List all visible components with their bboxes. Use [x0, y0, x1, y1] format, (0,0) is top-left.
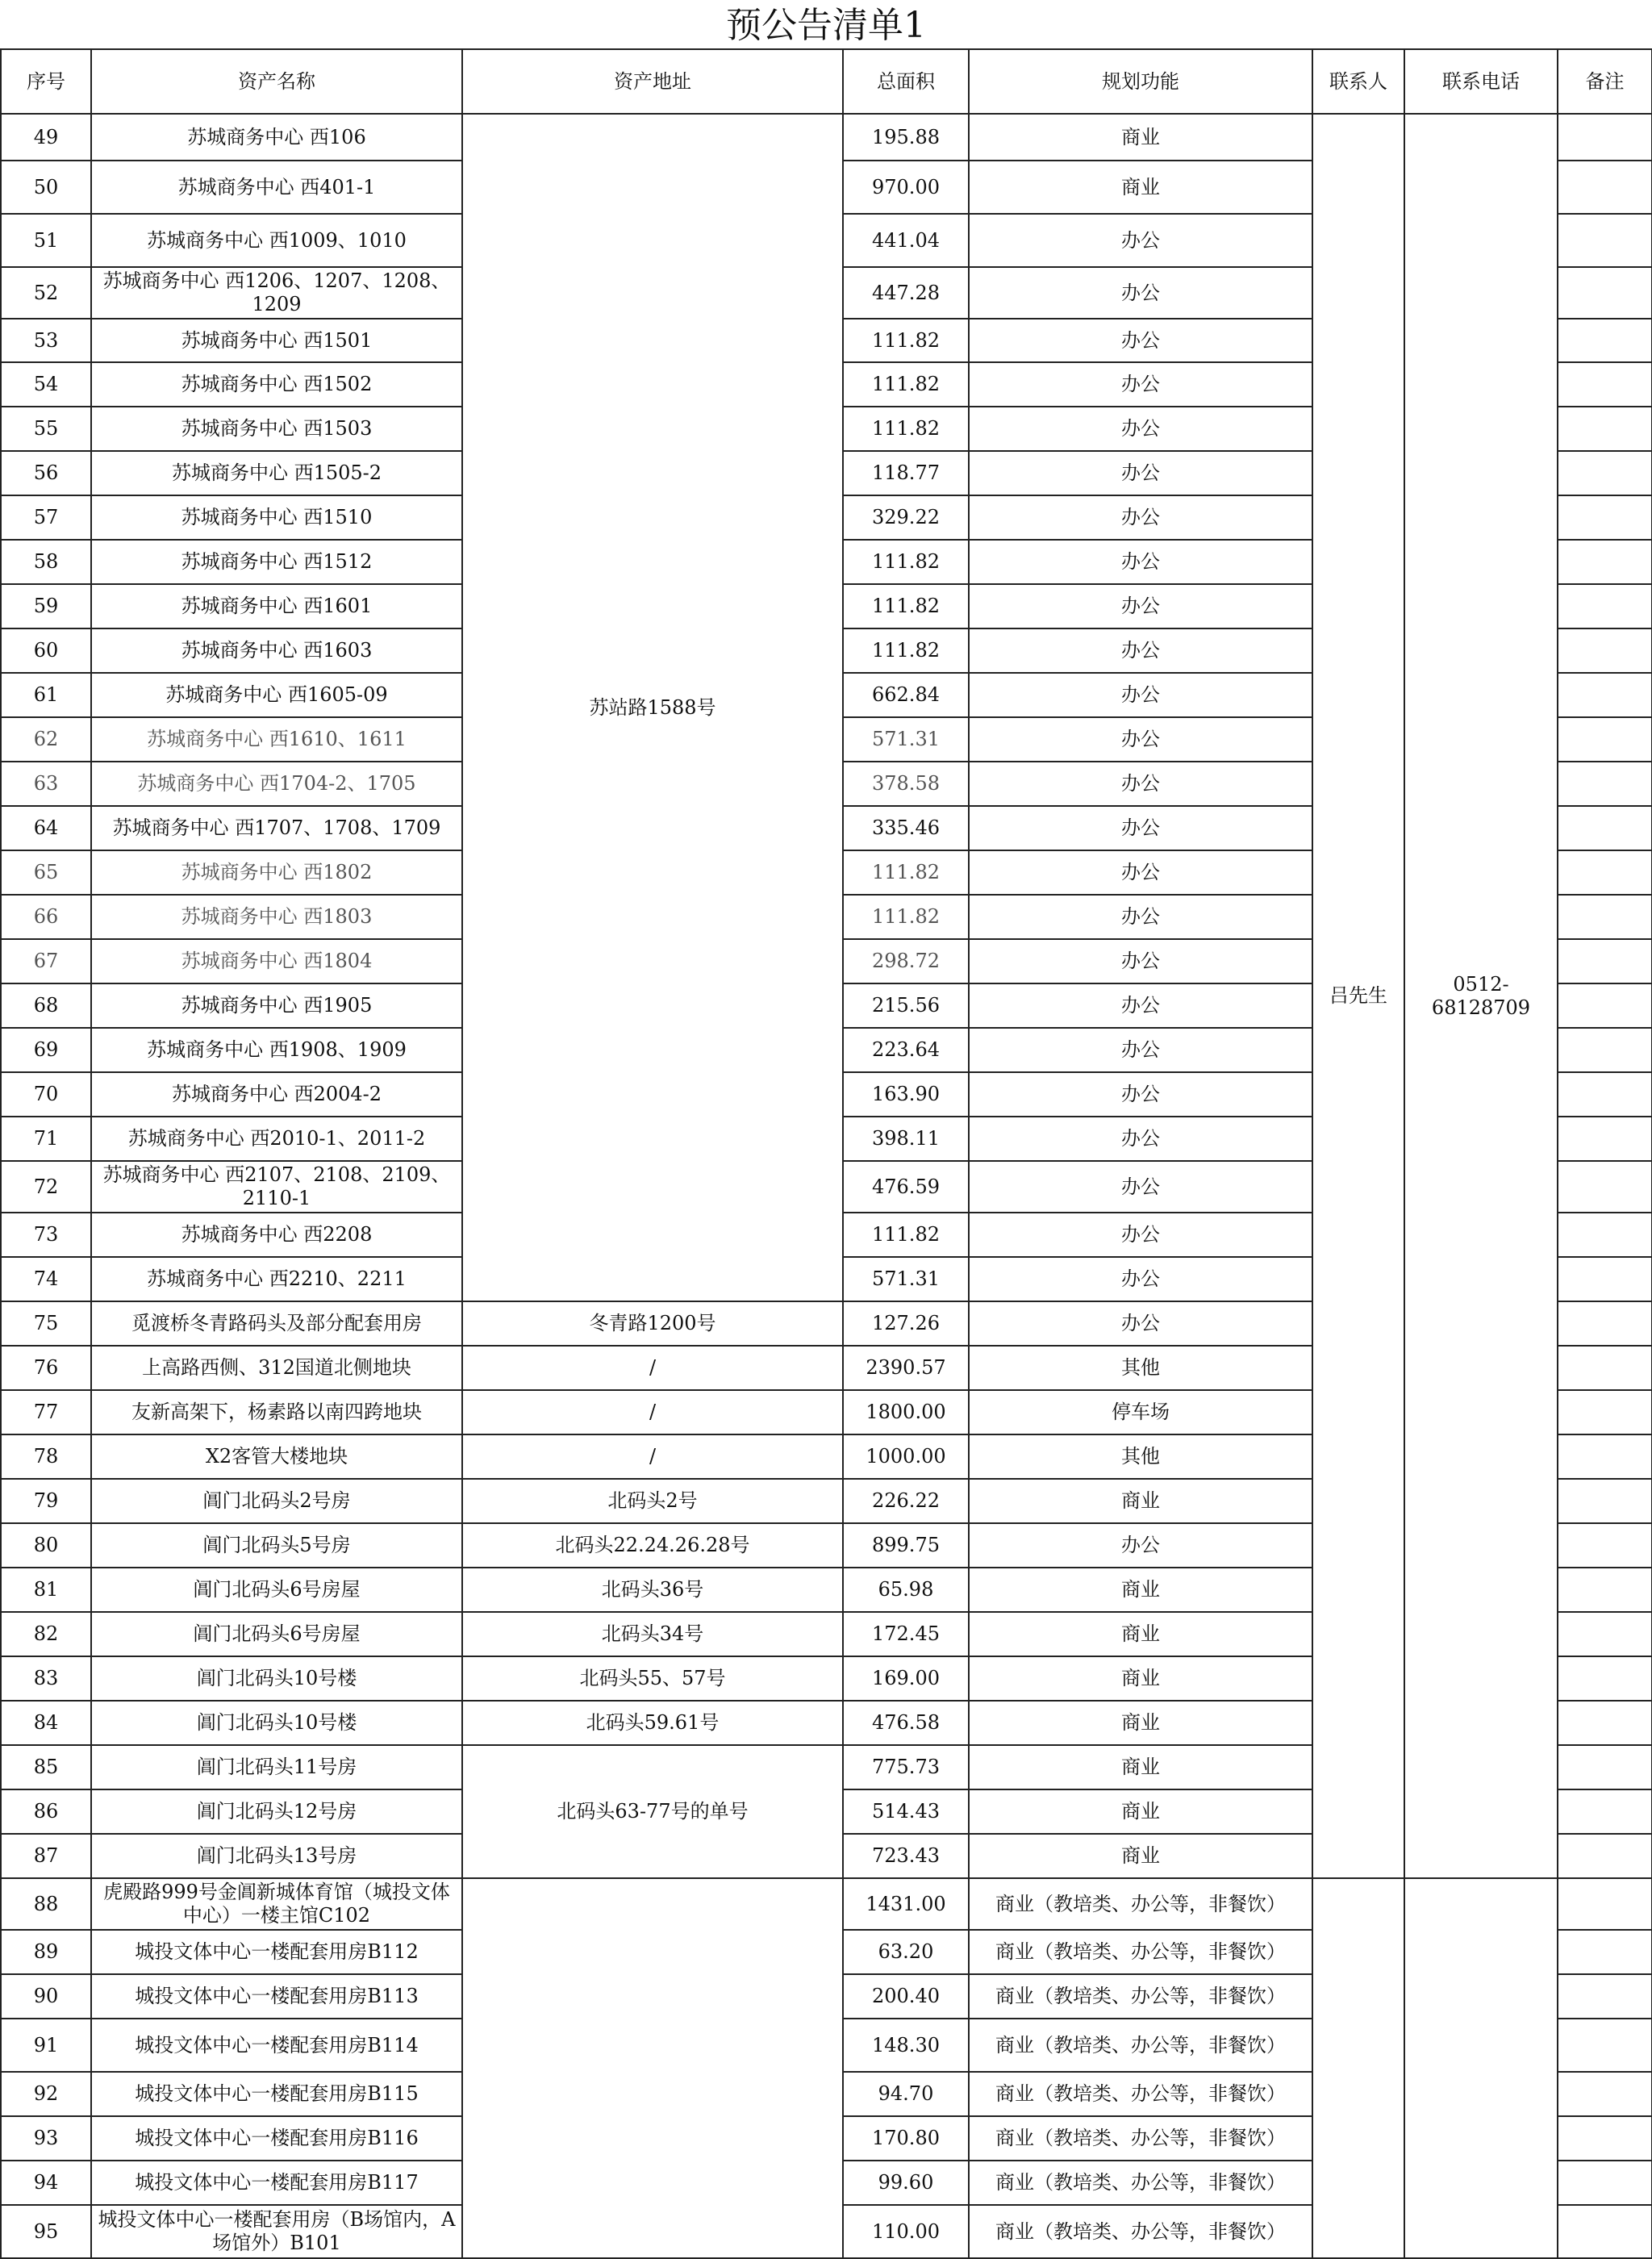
cell-remark	[1558, 1789, 1652, 1834]
cell-no: 65	[1, 850, 91, 895]
cell-no: 71	[1, 1117, 91, 1161]
cell-function: 办公	[969, 1072, 1312, 1117]
cell-area: 335.46	[843, 806, 969, 850]
cell-function: 商业	[969, 1479, 1312, 1523]
cell-function: 办公	[969, 1257, 1312, 1301]
cell-name: 苏城商务中心 西1908、1909	[91, 1028, 462, 1072]
cell-area: 111.82	[843, 319, 969, 362]
cell-name: 城投文体中心一楼配套用房B113	[91, 1974, 462, 2019]
cell-name: 阊门北码头10号楼	[91, 1701, 462, 1745]
cell-area: 118.77	[843, 451, 969, 495]
cell-no: 85	[1, 1745, 91, 1789]
cell-no: 50	[1, 161, 91, 214]
cell-function: 商业	[969, 114, 1312, 161]
cell-no: 52	[1, 267, 91, 319]
cell-area: 775.73	[843, 1745, 969, 1789]
cell-no: 91	[1, 2019, 91, 2072]
cell-no: 83	[1, 1656, 91, 1701]
cell-remark	[1558, 362, 1652, 407]
cell-name: X2客管大楼地块	[91, 1434, 462, 1479]
cell-name: 苏城商务中心 西1605-09	[91, 673, 462, 717]
cell-function: 其他	[969, 1346, 1312, 1390]
cell-function: 商业	[969, 1745, 1312, 1789]
cell-address: 苏站路1588号	[462, 114, 843, 1301]
cell-no: 63	[1, 762, 91, 806]
cell-area: 441.04	[843, 214, 969, 267]
table-row	[1, 1878, 1652, 1930]
cell-function: 商业	[969, 1612, 1312, 1656]
cell-area: 111.82	[843, 850, 969, 895]
cell-area: 571.31	[843, 717, 969, 762]
cell-name: 苏城商务中心 西1704-2、1705	[91, 762, 462, 806]
cell-function: 商业	[969, 1656, 1312, 1701]
cell-function: 商业（教培类、办公等，非餐饮）	[969, 2019, 1312, 2072]
cell-remark	[1558, 1974, 1652, 2019]
cell-no: 82	[1, 1612, 91, 1656]
cell-area: 169.00	[843, 1656, 969, 1701]
cell-no: 66	[1, 895, 91, 939]
cell-remark	[1558, 2116, 1652, 2161]
cell-name: 苏城商务中心 西1601	[91, 584, 462, 628]
cell-remark	[1558, 540, 1652, 584]
cell-address: 冬青路1200号	[462, 1301, 843, 1346]
table-body	[1, 114, 1652, 2258]
header-contact: 联系人	[1312, 49, 1404, 114]
cell-no: 61	[1, 673, 91, 717]
cell-area: 223.64	[843, 1028, 969, 1072]
cell-name: 友新高架下，杨素路以南四跨地块	[91, 1390, 462, 1434]
cell-phone: 0512-68128709	[1404, 114, 1558, 1878]
cell-name: 城投文体中心一楼配套用房B117	[91, 2161, 462, 2205]
cell-remark	[1558, 806, 1652, 850]
cell-contact: 吕先生	[1312, 114, 1404, 1878]
cell-remark	[1558, 1117, 1652, 1161]
cell-area: 2390.57	[843, 1346, 969, 1390]
cell-no: 74	[1, 1257, 91, 1301]
cell-function: 办公	[969, 540, 1312, 584]
header-address: 资产地址	[462, 49, 843, 114]
cell-name: 苏城商务中心 西1512	[91, 540, 462, 584]
header-no: 序号	[1, 49, 91, 114]
cell-function: 办公	[969, 362, 1312, 407]
cell-function: 办公	[969, 806, 1312, 850]
cell-function: 商业	[969, 1789, 1312, 1834]
cell-address: 北码头22.24.26.28号	[462, 1523, 843, 1568]
cell-no: 77	[1, 1390, 91, 1434]
cell-remark	[1558, 1701, 1652, 1745]
cell-no: 70	[1, 1072, 91, 1117]
cell-function: 商业	[969, 1701, 1312, 1745]
cell-name: 虎殿路999号金阊新城体育馆（城投文体中心）一楼主馆C102	[91, 1878, 462, 1930]
cell-area: 1000.00	[843, 1434, 969, 1479]
cell-remark	[1558, 1161, 1652, 1213]
cell-function: 办公	[969, 451, 1312, 495]
cell-remark	[1558, 628, 1652, 673]
header-name: 资产名称	[91, 49, 462, 114]
cell-remark	[1558, 939, 1652, 983]
cell-remark	[1558, 850, 1652, 895]
cell-name: 苏城商务中心 西1610、1611	[91, 717, 462, 762]
cell-function: 办公	[969, 673, 1312, 717]
cell-no: 54	[1, 362, 91, 407]
cell-name: 苏城商务中心 西1505-2	[91, 451, 462, 495]
cell-area: 195.88	[843, 114, 969, 161]
cell-function: 办公	[969, 584, 1312, 628]
cell-no: 94	[1, 2161, 91, 2205]
cell-area: 148.30	[843, 2019, 969, 2072]
cell-area: 970.00	[843, 161, 969, 214]
cell-name: 阊门北码头13号房	[91, 1834, 462, 1878]
cell-no: 81	[1, 1568, 91, 1612]
cell-area: 378.58	[843, 762, 969, 806]
header-row	[1, 49, 1652, 114]
cell-address: /	[462, 1346, 843, 1390]
cell-name: 城投文体中心一楼配套用房B112	[91, 1930, 462, 1974]
cell-no: 69	[1, 1028, 91, 1072]
cell-area: 398.11	[843, 1117, 969, 1161]
cell-area: 1800.00	[843, 1390, 969, 1434]
cell-remark	[1558, 1834, 1652, 1878]
cell-function: 商业（教培类、办公等，非餐饮）	[969, 1974, 1312, 2019]
cell-no: 56	[1, 451, 91, 495]
cell-function: 办公	[969, 717, 1312, 762]
cell-remark	[1558, 1930, 1652, 1974]
cell-area: 899.75	[843, 1523, 969, 1568]
cell-area: 111.82	[843, 1213, 969, 1257]
header-function: 规划功能	[969, 49, 1312, 114]
cell-remark	[1558, 2019, 1652, 2072]
cell-function: 办公	[969, 895, 1312, 939]
cell-no: 75	[1, 1301, 91, 1346]
cell-function: 商业（教培类、办公等，非餐饮）	[969, 1878, 1312, 1930]
cell-name: 苏城商务中心 西2004-2	[91, 1072, 462, 1117]
cell-function: 办公	[969, 1523, 1312, 1568]
cell-no: 68	[1, 983, 91, 1028]
cell-name: 苏城商务中心 西1905	[91, 983, 462, 1028]
page-title: 预公告清单1	[726, 5, 926, 46]
cell-name: 苏城商务中心 西1707、1708、1709	[91, 806, 462, 850]
cell-name: 城投文体中心一楼配套用房（B场馆内，A场馆外）B101	[91, 2205, 462, 2258]
cell-name: 城投文体中心一楼配套用房B114	[91, 2019, 462, 2072]
cell-name: 阊门北码头6号房屋	[91, 1568, 462, 1612]
cell-name: 苏城商务中心 西1802	[91, 850, 462, 895]
cell-name: 苏城商务中心 西1009、1010	[91, 214, 462, 267]
cell-name: 苏城商务中心 西2107、2108、2109、2110-1	[91, 1161, 462, 1213]
cell-area: 111.82	[843, 540, 969, 584]
cell-no: 84	[1, 1701, 91, 1745]
cell-name: 苏城商务中心 西1502	[91, 362, 462, 407]
cell-address: 北码头59.61号	[462, 1701, 843, 1745]
cell-no: 89	[1, 1930, 91, 1974]
cell-function: 办公	[969, 495, 1312, 540]
cell-no: 93	[1, 2116, 91, 2161]
cell-area: 111.82	[843, 584, 969, 628]
cell-name: 阊门北码头10号楼	[91, 1656, 462, 1701]
cell-area: 1431.00	[843, 1878, 969, 1930]
cell-no: 67	[1, 939, 91, 983]
cell-no: 73	[1, 1213, 91, 1257]
cell-remark	[1558, 319, 1652, 362]
cell-function: 办公	[969, 1301, 1312, 1346]
cell-address: 北码头2号	[462, 1479, 843, 1523]
cell-no: 58	[1, 540, 91, 584]
cell-remark	[1558, 495, 1652, 540]
cell-no: 53	[1, 319, 91, 362]
cell-area: 215.56	[843, 983, 969, 1028]
cell-remark	[1558, 407, 1652, 451]
cell-address: 北码头34号	[462, 1612, 843, 1656]
header-phone: 联系电话	[1404, 49, 1558, 114]
cell-no: 76	[1, 1346, 91, 1390]
cell-function: 商业（教培类、办公等，非餐饮）	[969, 2161, 1312, 2205]
cell-function: 办公	[969, 319, 1312, 362]
cell-no: 57	[1, 495, 91, 540]
cell-function: 办公	[969, 628, 1312, 673]
cell-remark	[1558, 1878, 1652, 1930]
cell-name: 苏城商务中心 西1804	[91, 939, 462, 983]
cell-area: 298.72	[843, 939, 969, 983]
cell-remark	[1558, 1213, 1652, 1257]
cell-name: 阊门北码头11号房	[91, 1745, 462, 1789]
cell-area: 200.40	[843, 1974, 969, 2019]
cell-no: 87	[1, 1834, 91, 1878]
cell-remark	[1558, 1257, 1652, 1301]
cell-remark	[1558, 1612, 1652, 1656]
cell-function: 办公	[969, 1213, 1312, 1257]
cell-function: 办公	[969, 1028, 1312, 1072]
cell-name: 苏城商务中心 西1503	[91, 407, 462, 451]
cell-address: 北码头63-77号的单号	[462, 1745, 843, 1878]
cell-name: 阊门北码头6号房屋	[91, 1612, 462, 1656]
cell-name: 苏城商务中心 西1501	[91, 319, 462, 362]
cell-name: 城投文体中心一楼配套用房B115	[91, 2072, 462, 2116]
cell-function: 商业	[969, 1834, 1312, 1878]
cell-function: 办公	[969, 983, 1312, 1028]
cell-area: 110.00	[843, 2205, 969, 2258]
cell-function: 停车场	[969, 1390, 1312, 1434]
cell-area: 170.80	[843, 2116, 969, 2161]
cell-area: 172.45	[843, 1612, 969, 1656]
cell-no: 95	[1, 2205, 91, 2258]
cell-name: 苏城商务中心 西106	[91, 114, 462, 161]
cell-remark	[1558, 1390, 1652, 1434]
cell-address: 北码头55、57号	[462, 1656, 843, 1701]
cell-area: 571.31	[843, 1257, 969, 1301]
cell-no: 88	[1, 1878, 91, 1930]
cell-remark	[1558, 1568, 1652, 1612]
cell-name: 阊门北码头12号房	[91, 1789, 462, 1834]
asset-table	[0, 48, 1652, 2259]
cell-remark	[1558, 161, 1652, 214]
cell-no: 64	[1, 806, 91, 850]
cell-area: 476.58	[843, 1701, 969, 1745]
cell-area: 226.22	[843, 1479, 969, 1523]
cell-area: 476.59	[843, 1161, 969, 1213]
cell-area: 94.70	[843, 2072, 969, 2116]
cell-area: 723.43	[843, 1834, 969, 1878]
cell-function: 办公	[969, 1161, 1312, 1213]
cell-name: 觅渡桥冬青路码头及部分配套用房	[91, 1301, 462, 1346]
cell-name: 苏城商务中心 西2210、2211	[91, 1257, 462, 1301]
cell-function: 办公	[969, 267, 1312, 319]
cell-area: 111.82	[843, 407, 969, 451]
cell-function: 办公	[969, 762, 1312, 806]
cell-remark	[1558, 983, 1652, 1028]
cell-remark	[1558, 1301, 1652, 1346]
cell-remark	[1558, 2205, 1652, 2258]
cell-name: 苏城商务中心 西1510	[91, 495, 462, 540]
cell-name: 阊门北码头5号房	[91, 1523, 462, 1568]
cell-function: 商业（教培类、办公等，非餐饮）	[969, 2205, 1312, 2258]
cell-remark	[1558, 1656, 1652, 1701]
cell-name: 苏城商务中心 西1803	[91, 895, 462, 939]
cell-remark	[1558, 451, 1652, 495]
cell-area: 111.82	[843, 362, 969, 407]
cell-remark	[1558, 267, 1652, 319]
cell-name: 苏城商务中心 西2010-1、2011-2	[91, 1117, 462, 1161]
cell-name: 苏城商务中心 西401-1	[91, 161, 462, 214]
table-row	[1, 114, 1652, 161]
cell-remark	[1558, 1346, 1652, 1390]
cell-remark	[1558, 1434, 1652, 1479]
cell-name: 上高路西侧、312国道北侧地块	[91, 1346, 462, 1390]
cell-function: 商业（教培类、办公等，非餐饮）	[969, 2116, 1312, 2161]
cell-remark	[1558, 717, 1652, 762]
cell-name: 阊门北码头2号房	[91, 1479, 462, 1523]
cell-remark	[1558, 2072, 1652, 2116]
cell-area: 514.43	[843, 1789, 969, 1834]
cell-function: 其他	[969, 1434, 1312, 1479]
cell-remark	[1558, 1523, 1652, 1568]
cell-no: 79	[1, 1479, 91, 1523]
cell-no: 72	[1, 1161, 91, 1213]
cell-no: 51	[1, 214, 91, 267]
cell-remark	[1558, 1072, 1652, 1117]
cell-remark	[1558, 1028, 1652, 1072]
cell-phone	[1404, 1878, 1558, 2258]
cell-no: 62	[1, 717, 91, 762]
cell-name: 城投文体中心一楼配套用房B116	[91, 2116, 462, 2161]
cell-no: 86	[1, 1789, 91, 1834]
cell-no: 80	[1, 1523, 91, 1568]
cell-no: 59	[1, 584, 91, 628]
cell-area: 63.20	[843, 1930, 969, 1974]
cell-area: 127.26	[843, 1301, 969, 1346]
cell-function: 商业（教培类、办公等，非餐饮）	[969, 1930, 1312, 1974]
cell-area: 65.98	[843, 1568, 969, 1612]
header-area: 总面积	[843, 49, 969, 114]
cell-no: 55	[1, 407, 91, 451]
cell-address: 北码头36号	[462, 1568, 843, 1612]
cell-area: 99.60	[843, 2161, 969, 2205]
cell-area: 447.28	[843, 267, 969, 319]
cell-function: 办公	[969, 214, 1312, 267]
cell-remark	[1558, 114, 1652, 161]
cell-area: 111.82	[843, 895, 969, 939]
cell-area: 329.22	[843, 495, 969, 540]
cell-function: 商业	[969, 161, 1312, 214]
cell-remark	[1558, 584, 1652, 628]
cell-remark	[1558, 1745, 1652, 1789]
cell-contact	[1312, 1878, 1404, 2258]
cell-name: 苏城商务中心 西1603	[91, 628, 462, 673]
cell-no: 49	[1, 114, 91, 161]
cell-remark	[1558, 895, 1652, 939]
cell-remark	[1558, 762, 1652, 806]
cell-remark	[1558, 1479, 1652, 1523]
cell-remark	[1558, 673, 1652, 717]
cell-address: /	[462, 1434, 843, 1479]
cell-name: 苏城商务中心 西2208	[91, 1213, 462, 1257]
cell-function: 商业	[969, 1568, 1312, 1612]
cell-no: 60	[1, 628, 91, 673]
cell-area: 662.84	[843, 673, 969, 717]
cell-area: 163.90	[843, 1072, 969, 1117]
header-remark: 备注	[1558, 49, 1652, 114]
cell-function: 办公	[969, 850, 1312, 895]
cell-no: 78	[1, 1434, 91, 1479]
cell-remark	[1558, 214, 1652, 267]
cell-address	[462, 1878, 843, 2258]
cell-remark	[1558, 2161, 1652, 2205]
cell-function: 办公	[969, 939, 1312, 983]
cell-address: /	[462, 1390, 843, 1434]
cell-function: 办公	[969, 1117, 1312, 1161]
cell-name: 苏城商务中心 西1206、1207、1208、1209	[91, 267, 462, 319]
cell-function: 商业（教培类、办公等，非餐饮）	[969, 2072, 1312, 2116]
cell-no: 92	[1, 2072, 91, 2116]
cell-area: 111.82	[843, 628, 969, 673]
cell-function: 办公	[969, 407, 1312, 451]
cell-no: 90	[1, 1974, 91, 2019]
